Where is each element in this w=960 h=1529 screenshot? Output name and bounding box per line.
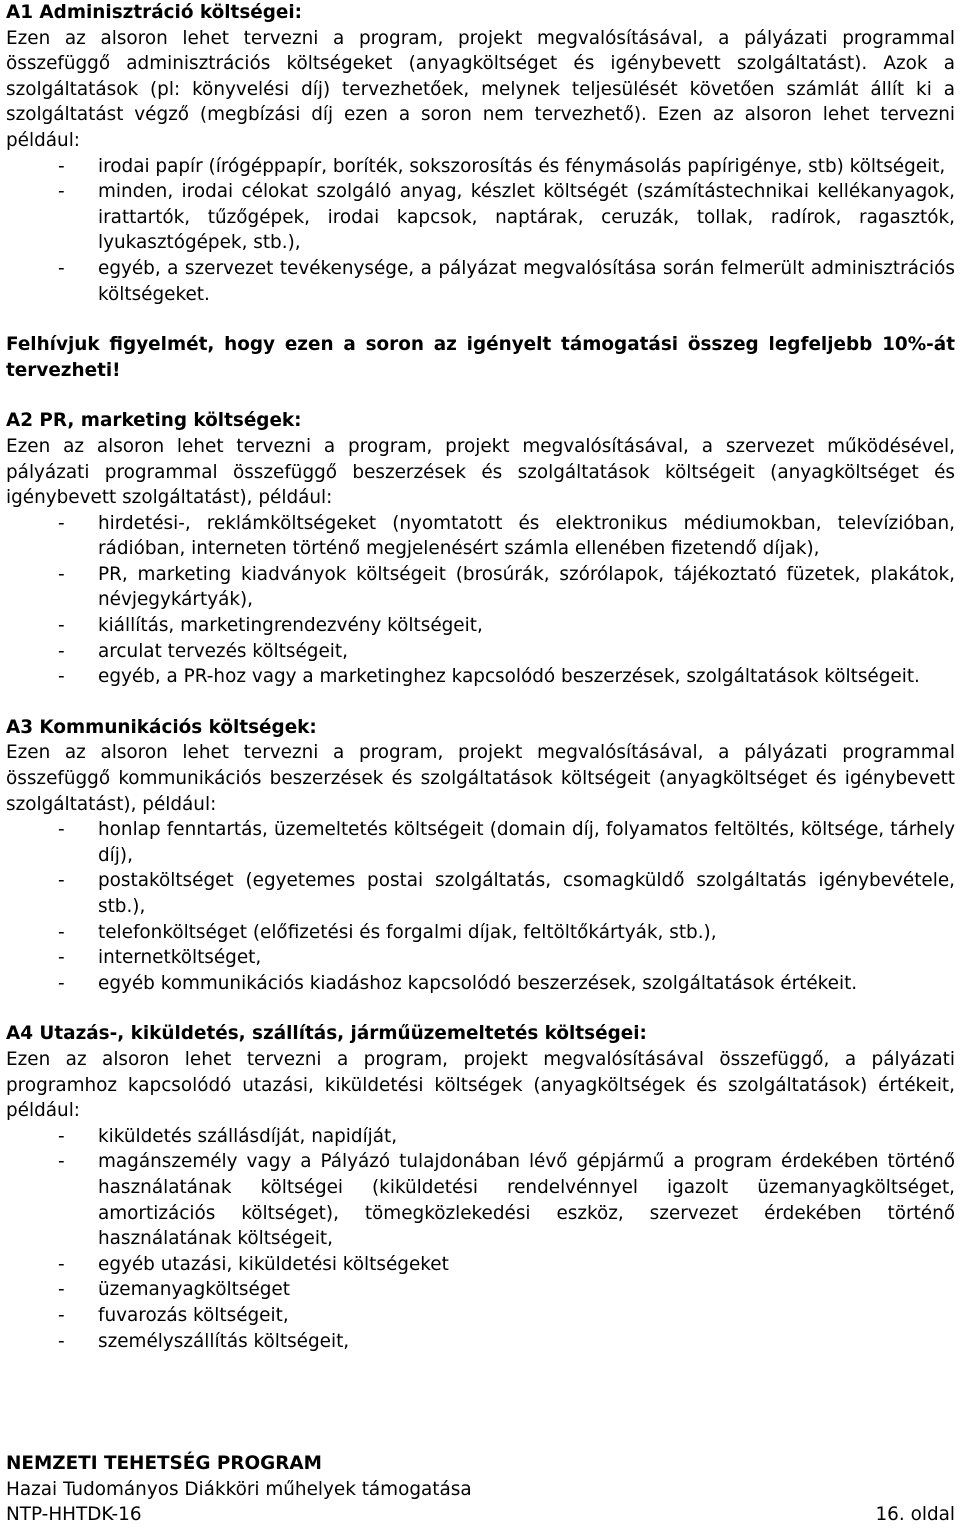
list-item: - kiküldetés szállásdíját, napidíját, <box>58 1125 398 1147</box>
list-item-text: egyéb, a PR-hoz vagy a marketinghez kapcsolódó beszerzések, szolgáltatások költségeit. <box>98 666 920 688</box>
footer-code: NTP-HHTDK-16 <box>6 1504 142 1526</box>
list-item: - kiállítás, marketingrendezvény költségeit, <box>58 615 483 637</box>
list-item-text: telefonköltséget (előfizetési és forgalmi díjak, feltöltőkártyák, stb.), <box>98 921 717 943</box>
list-item: - fuvarozás költségeit, <box>58 1304 289 1326</box>
list-item-text: kiállítás, marketingrendezvény költségeit, <box>98 615 483 637</box>
list-item-text: postaköltséget (egyetemes postai szolgáltatás, csomagküldő szolgáltatás igénybevétele, stb.), <box>98 870 955 917</box>
list-item-text: irodai papír (írógéppapír, boríték, sokszorosítás és fénymásolás papírigénye, stb) költségeit, <box>98 155 946 177</box>
list-item-text: internetköltséget, <box>98 947 262 969</box>
item-list <box>6 1124 955 1354</box>
list-item: - személyszállítás költségeit, <box>58 1330 350 1352</box>
section-a4 <box>6 1021 955 1354</box>
list-item: - PR, marketing kiadványok költségeit (brosúrák, szórólapok, tájékoztató füzetek, plakátok, névjegykártyák), <box>58 563 955 611</box>
footer-subtitle: Hazai Tudományos Diákköri műhelyek támogatása <box>6 1478 472 1500</box>
section-paragraph: Ezen az alsoron lehet tervezni a program, projekt megvalósításával összefüggő, a pályázati programhoz kapcsolódó utazási, kiküldetési költségek (anyagköltségek és szolgáltatások) értékeit, például: <box>6 1048 955 1122</box>
list-item: - honlap fenntartás, üzemeltetés költségeit (domain díj, folyamatos feltöltés, költsége, tárhely díj), <box>58 819 955 866</box>
list-item-text: PR, marketing kiadványok költségeit (brosúrák, szórólapok, tájékoztató füzetek, plakátok, névjegykártyák), <box>98 563 955 611</box>
section-heading: A3 Kommunikációs költségek: <box>6 716 317 738</box>
list-item: - internetköltséget, <box>58 947 262 969</box>
list-item: - postaköltséget (egyetemes postai szolgáltatás, csomagküldő szolgáltatás igénybevétele, stb.), <box>58 870 955 917</box>
section-paragraph: Ezen az alsoron lehet tervezni a program, projekt megvalósításával, a szervezet működésével, pályázati programmal összefüggő beszerzések és szolgáltatások költségeit (anyagköltséget és igénybevett szolgáltatást), például: <box>6 435 955 509</box>
list-item-text: üzemanyagköltséget <box>98 1279 290 1301</box>
list-item: - egyéb, a PR-hoz vagy a marketinghez kapcsolódó beszerzések, szolgáltatások költségeit. <box>58 666 920 688</box>
list-item-text: arculat tervezés költségeit, <box>98 640 348 662</box>
item-list <box>6 511 955 690</box>
section-heading: A1 Adminisztráció költségei: <box>6 2 303 23</box>
list-item-text: kiküldetés szállásdíját, napidíját, <box>98 1125 398 1147</box>
list-item-text: egyéb utazási, kiküldetési költségeket <box>98 1253 449 1275</box>
list-item: - egyéb utazási, kiküldetési költségeket <box>58 1253 449 1275</box>
page-footer <box>6 1451 955 1528</box>
list-item-text: egyéb kommunikációs kiadáshoz kapcsolódó beszerzések, szolgáltatások értékeit. <box>98 972 858 994</box>
section-paragraph: Ezen az alsoron lehet tervezni a program, projekt megvalósításával, a pályázati programmal összefüggő kommunikációs beszerzések és szolgáltatások költségeit (anyagköltséget és igénybevett szolgáltatást), például: <box>6 742 955 815</box>
list-item-text: hirdetési-, reklámköltségeket (nyomtatott és elektronikus médiumokban, televízióban, rádióban, interneten történő megjelenésért számla ellenében fizetendő díjak), <box>98 512 955 560</box>
footer-row <box>6 1502 955 1528</box>
item-list <box>6 154 955 308</box>
footer-program-name: NEMZETI TEHETSÉG PROGRAM <box>6 1453 322 1474</box>
section-a2 <box>6 408 955 690</box>
list-item: - hirdetési-, reklámköltségeket (nyomtatott és elektronikus médiumokban, televízióban, rádióban, interneten történő megjelenésért számla ellenében fizetendő díjak), <box>58 512 955 560</box>
list-item: - egyéb kommunikációs kiadáshoz kapcsolódó beszerzések, szolgáltatások értékeit. <box>58 972 858 994</box>
list-item: - egyéb, a szervezet tevékenysége, a pályázat megvalósítása során felmerült adminisztrációs költségeket. <box>58 257 955 305</box>
page-number: 16. oldal <box>875 1504 955 1526</box>
section-a3 <box>6 715 955 997</box>
list-item-text: fuvarozás költségeit, <box>98 1304 289 1326</box>
list-item-text: személyszállítás költségeit, <box>98 1330 350 1352</box>
section-heading: A2 PR, marketing költségek: <box>6 410 302 432</box>
list-item: - magánszemély vagy a Pályázó tulajdonában lévő gépjármű a program érdekében történő használatának költségei (kiküldetési rendelvénnyel igazolt üzemanyagköltséget, amortizációs költséget), tömegközlekedési eszköz, szervezet érdekében történő használatának költségeit, <box>58 1151 955 1250</box>
list-item-text: honlap fenntartás, üzemeltetés költségeit (domain díj, folyamatos feltöltés, költsége, tárhely díj), <box>98 819 955 866</box>
section-heading: A4 Utazás-, kiküldetés, szállítás, járműüzemeltetés költségei: <box>6 1023 647 1045</box>
item-list <box>6 817 955 996</box>
section-a1 <box>6 0 955 383</box>
list-item: - irodai papír (írógéppapír, boríték, sokszorosítás és fénymásolás papírigénye, stb) költségeit, <box>58 155 946 177</box>
notice-text: Felhívjuk figyelmét, hogy ezen a soron az igényelt támogatási összeg legfeljebb 10%-át tervezheti! <box>6 334 955 381</box>
list-item-text: magánszemély vagy a Pályázó tulajdonában lévő gépjármű a program érdekében történő használatának költségei (kiküldetési rendelvénnyel igazolt üzemanyagköltséget, amortizációs költséget), tömegközlekedési eszköz, szervezet érdekében történő használatának költségeit, <box>98 1151 955 1250</box>
section-paragraph: Ezen az alsoron lehet tervezni a program, projekt megvalósításával, a pályázati programmal összefüggő adminisztrációs költségeket (anyagköltséget és igénybevett szolgáltatást). Azok a szolgáltatások (pl: könyvelési díj) tervezhetőek, melynek teljesülését követően számlát állít ki a szolgáltatást végző (megbízási díj ezen a soron nem tervezhető). Ezen az alsoron lehet tervezni például: <box>6 27 955 151</box>
list-item: - telefonköltséget (előfizetési és forgalmi díjak, feltöltőkártyák, stb.), <box>58 921 717 943</box>
list-item-text: egyéb, a szervezet tevékenysége, a pályázat megvalósítása során felmerült adminisztrációs költségeket. <box>98 257 955 305</box>
list-item: - üzemanyagköltséget <box>58 1279 290 1301</box>
list-item-text: minden, irodai célokat szolgáló anyag, készlet költségét (számítástechnikai kellékanyagok, irattartók, tűzőgépek, irodai kapcsok, naptárak, ceruzák, tollak, radírok, ragasztók, lyukasztógépek, stb.), <box>98 181 955 254</box>
list-item: - minden, irodai célokat szolgáló anyag, készlet költségét (számítástechnikai kellékanyagok, irattartók, tűzőgépek, irodai kapcsok, naptárak, ceruzák, tollak, radírok, ragasztók, lyukasztógépek, stb.), <box>58 181 955 254</box>
list-item: - arculat tervezés költségeit, <box>58 640 348 662</box>
